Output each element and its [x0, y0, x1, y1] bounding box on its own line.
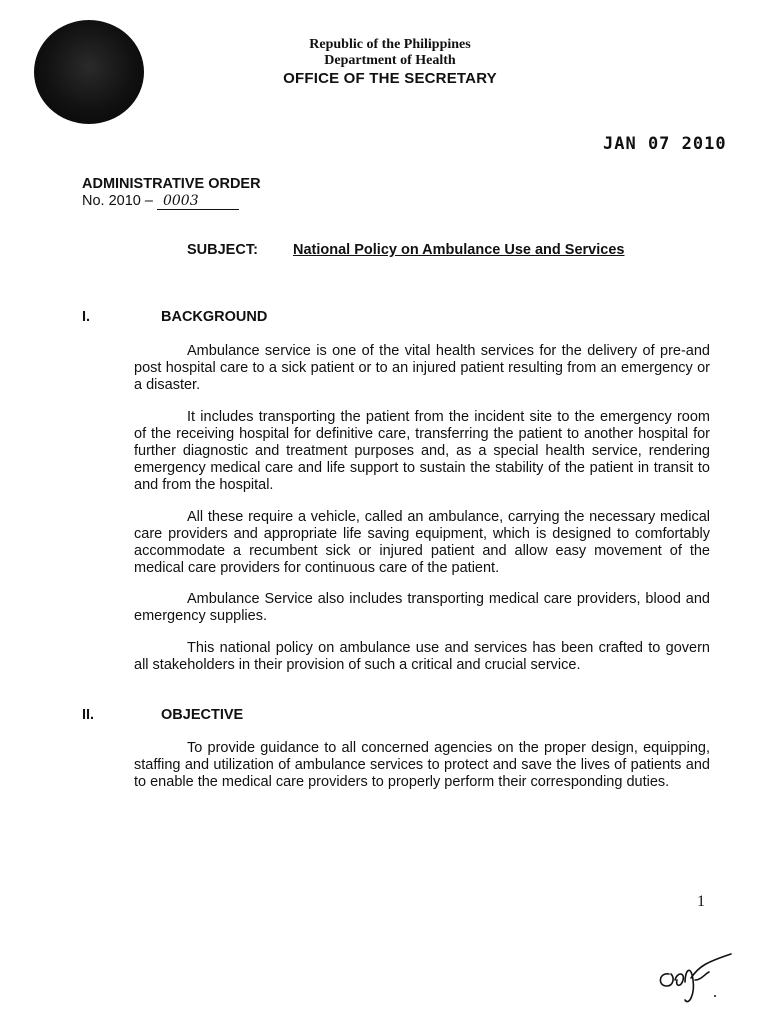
background-paragraph-1: Ambulance service is one of the vital health services for the delivery of pre-and post hospital care to a sick patient or to an injured patient resulting from an emergency or a disaster.: [134, 343, 710, 393]
date-stamp: JAN 07 2010: [603, 134, 727, 154]
page-number: 1: [697, 893, 705, 910]
order-number-line: [82, 193, 239, 210]
background-paragraph-4: Ambulance Service also includes transporting medical care providers, blood and emergency supplies.: [134, 591, 710, 624]
order-number-prefix: No. 2010 –: [82, 193, 153, 209]
section-2-numeral: II.: [82, 707, 95, 723]
subject-text: National Policy on Ambulance Use and Services: [293, 242, 625, 258]
section-1-title: BACKGROUND: [161, 309, 268, 325]
section-2-title: OBJECTIVE: [161, 707, 244, 723]
objective-paragraph-1: To provide guidance to all concerned agencies on the proper design, equipping, staffing and utilization of ambulance services to protect and save the lives of patients and to enable the medical care providers to properly perform their corresponding duties.: [134, 740, 710, 790]
background-paragraph-2: It includes transporting the patient from the incident site to the emergency room of the receiving hospital for definitive care, transferring the patient to another hospital for further diagnostic and treatment purposes and, as a special health service, rendering emergency medical care and life support to sustain the stability of the patient in transit to and from the hospital.: [134, 409, 710, 493]
letterhead-department: Department of Health: [324, 53, 456, 68]
background-paragraph-5: This national policy on ambulance use and services has been crafted to govern all stakeholders in their provision of such a critical and crucial service.: [134, 640, 710, 673]
order-title: ADMINISTRATIVE ORDER: [82, 176, 261, 192]
handwritten-signature: [655, 950, 735, 1010]
letterhead-republic: Republic of the Philippines: [309, 37, 471, 52]
letterhead-office: OFFICE OF THE SECRETARY: [283, 70, 497, 87]
order-number-handwritten: 0003: [157, 193, 239, 210]
section-1-numeral: I.: [82, 309, 91, 325]
background-paragraph-3: All these require a vehicle, called an ambulance, carrying the necessary medical care providers and appropriate life saving equipment, which is designed to comfortably accommodate a recumbent sick or injured patient and allow easy movement of the medical care providers for continuous care of the patient.: [134, 509, 710, 576]
subject-label: SUBJECT:: [187, 242, 258, 258]
